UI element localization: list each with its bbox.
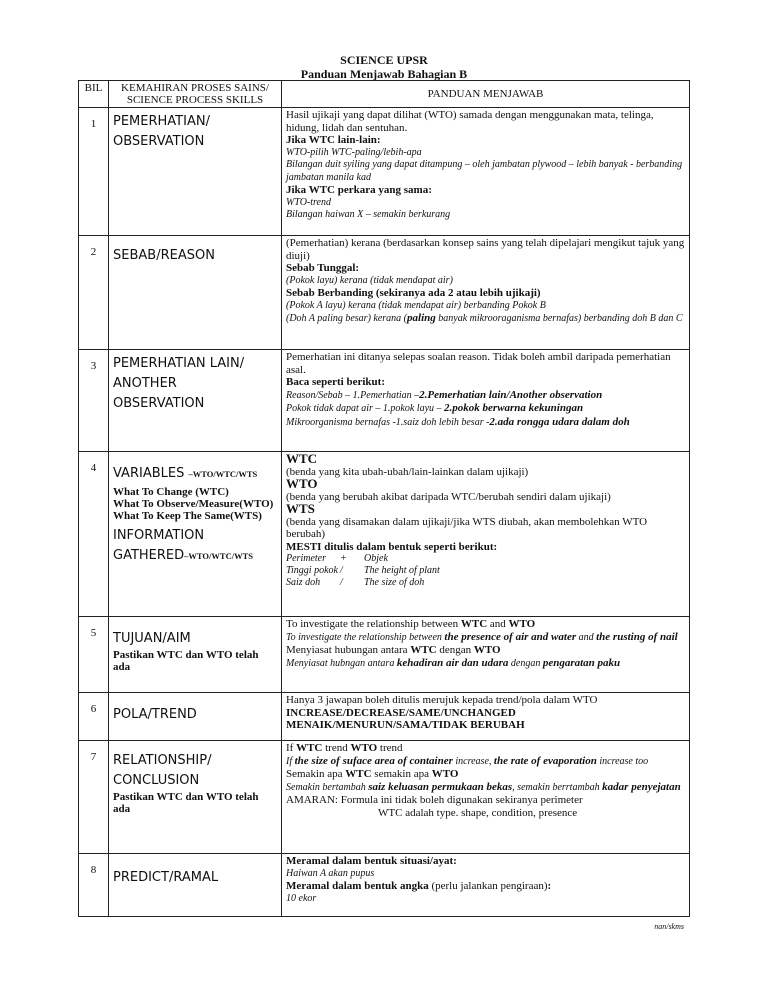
guide-fragment: trend [377, 742, 403, 754]
guide-variable: WTC [286, 451, 318, 466]
guide-fragment: To investigate the relationship between [286, 631, 445, 643]
guide-example [286, 657, 685, 671]
skill-name: PEMERHATIAN LAIN/ [113, 356, 245, 371]
skill-note: Pastikan WTC dan WTO telah ada [113, 791, 259, 815]
guide-heading: Sebab Tunggal: [286, 262, 360, 274]
guide-fragment: WTO [508, 618, 536, 630]
guide-fragment: dengan [508, 657, 543, 669]
table-row [79, 741, 690, 854]
guide-fragment: , semakin berrtambah [512, 781, 603, 793]
table-row [79, 617, 690, 693]
guide-heading: INCREASE/DECREASE/SAME/UNCHANGED [286, 706, 516, 719]
guide-text [286, 880, 685, 893]
variable-pair [286, 565, 685, 577]
guide-fragment: increase, [452, 755, 494, 767]
guide-fragment: WTC [296, 742, 323, 754]
guide-heading: Meramal dalam bentuk situasi/ayat: [286, 855, 457, 867]
guide-warning: WTC adalah type. shape, condition, presence [378, 806, 578, 819]
guide-text [286, 768, 685, 781]
guide-example [286, 631, 685, 645]
skill-name: TUJUAN/AIM [113, 631, 191, 646]
skill-fragment: VARIABLES [113, 466, 185, 481]
guide-text: Hanya 3 jawapan boleh ditulis merujuk kepada trend/pola dalam WTO [286, 694, 598, 706]
guide-fragment: and [487, 618, 509, 630]
skill-name: ANOTHER [113, 376, 177, 391]
footer-credit: nan/skms [654, 922, 684, 931]
guide-example [286, 416, 685, 430]
guide-fragment: If [286, 755, 295, 767]
pair-sep: / [340, 577, 343, 588]
row-number: 3 [79, 350, 109, 452]
row-number: 7 [79, 741, 109, 854]
guide-text: Hasil ujikaji yang dapat dilihat (WTO) samada dengan menggunakan mata, telinga, hidung, lidah dan sentuhan. [286, 109, 654, 134]
table-row [79, 452, 690, 617]
guide-example: (Pokok layu) kerana (tidak mendapat air) [286, 274, 453, 286]
guide-example: WTO-pilih WTC-paling/lebih-apa [286, 146, 422, 158]
skill-name [113, 546, 277, 566]
skill-fragment: –WTO/WTC/WTS [184, 551, 253, 561]
guide-variable: WTO [286, 476, 318, 491]
row-number: 4 [79, 452, 109, 617]
guide-heading: MENAIK/MENURUN/SAMA/TIDAK BERUBAH [286, 719, 525, 731]
variable-pair [286, 577, 685, 589]
skill-cell [109, 452, 282, 617]
guide-fragment: Semakin apa [286, 768, 346, 780]
guide-fragment: kehadiran air dan udara [396, 656, 509, 669]
guide-table [78, 80, 690, 917]
guide-heading: Jika WTC perkara yang sama: [286, 184, 432, 196]
table-row [79, 236, 690, 350]
guide-cell [282, 236, 690, 350]
skill-name: PEMERHATIAN/ [113, 114, 210, 129]
guide-fragment: Reason/Sebab – 1.Pemerhatian – [286, 389, 420, 401]
guide-cell [282, 452, 690, 617]
guide-example: Bilangan haiwan X – semakin berkurang [286, 209, 451, 220]
skill-fragment: GATHERED [113, 548, 185, 563]
skill-fragment: –WTO/WTC/WTS [188, 469, 258, 479]
skill-name: OBSERVATION [113, 134, 205, 149]
guide-fragment: paling [407, 312, 436, 324]
table-header-row [79, 81, 690, 108]
guide-text: (benda yang kita ubah-ubah/lain-lainkan dalam ujikaji) [286, 465, 529, 478]
guide-cell [282, 693, 690, 741]
guide-fragment: WTO [473, 644, 501, 656]
guide-example: 10 ekor [286, 892, 317, 904]
guide-cell [282, 854, 690, 917]
guide-fragment: and [576, 631, 597, 643]
skill-note: What To Observe/Measure(WTO) [113, 498, 274, 510]
table-row [79, 350, 690, 452]
header-bil: BIL [79, 81, 109, 108]
guide-fragment: Mikroorganisma bernafas -1.saiz doh lebih besar - [286, 416, 490, 428]
guide-text: (benda yang berubah akibat daripada WTC/berubah sendiri dalam ujikaji) [286, 490, 611, 503]
guide-text [286, 742, 685, 755]
guide-fragment: Pokok tidak dapat air – 1.pokok layu – [286, 403, 445, 414]
guide-fragment: To investigate the relationship between [286, 618, 461, 630]
guide-heading: Baca seperti berikut: [286, 376, 385, 388]
guide-fragment: 2.ada rongga udara dalam doh [489, 415, 630, 428]
pair-left: Saiz doh [286, 577, 321, 588]
guide-text: (benda yang disamakan dalam ujikaji/jika WTS diubah, akan membolehkan WTO berubah) [286, 515, 648, 540]
guide-example [286, 402, 685, 416]
guide-fragment: semakin apa [371, 768, 432, 780]
header-guide: PANDUAN MENJAWAB [282, 81, 690, 108]
table-row [79, 854, 690, 917]
guide-fragment: banyak mikrooraganisma bernafas) berbanding doh B dan C [435, 313, 683, 324]
skill-name: CONCLUSION [113, 773, 200, 788]
guide-fragment: : [547, 880, 552, 892]
skill-name: POLA/TREND [113, 707, 197, 722]
row-number: 6 [79, 693, 109, 741]
doc-subtitle: Panduan Menjawab Bahagian B [300, 67, 468, 81]
pair-right: The size of doh [364, 577, 425, 588]
pair-sep: + [340, 553, 347, 564]
skill-name: SEBAB/REASON [113, 248, 215, 263]
skill-cell [109, 617, 282, 693]
guide-fragment: Semakin bertambah [286, 781, 369, 793]
guide-heading: MESTI ditulis dalam bentuk seperti berikut: [286, 540, 498, 553]
guide-fragment: the presence of air and water [444, 630, 577, 643]
row-number: 5 [79, 617, 109, 693]
guide-fragment: (perlu jalankan pengiraan) [428, 880, 548, 892]
guide-fragment: kadar penyejatan [602, 780, 681, 793]
skill-cell [109, 693, 282, 741]
guide-example: Bilangan duit syiling yang dapat ditampung – oleh jambatan plywood – lebih banyak - berbanding jambatan manila kad [286, 159, 683, 183]
guide-example [286, 312, 685, 326]
guide-fragment: Meramal dalam bentuk angka [286, 880, 429, 892]
guide-fragment: 2.pokok berwarna kekuningan [444, 402, 584, 414]
skill-note: What To Change (WTC) [113, 486, 229, 498]
table-row [79, 108, 690, 236]
guide-fragment: increase too [596, 755, 649, 767]
guide-fragment: the rate of evaporation [493, 754, 597, 767]
pair-sep: / [340, 565, 343, 576]
guide-text [286, 644, 685, 657]
guide-cell [282, 108, 690, 236]
guide-variable: WTS [286, 501, 315, 516]
guide-fragment: WTO [431, 768, 459, 780]
skill-cell [109, 854, 282, 917]
skill-name: OBSERVATION [113, 396, 205, 411]
doc-title: SCIENCE UPSR [340, 53, 428, 67]
skill-note: Pastikan WTC dan WTO telah ada [113, 649, 259, 673]
guide-fragment: the rusting of nail [596, 630, 678, 643]
skill-cell [109, 741, 282, 854]
guide-fragment: trend [322, 742, 351, 754]
guide-example: Haiwan A akan pupus [286, 867, 375, 879]
skill-name: INFORMATION [113, 528, 205, 543]
guide-example [286, 389, 685, 403]
pair-left: Tinggi pokok [286, 565, 338, 576]
guide-fragment: the size of suface area of container [294, 754, 453, 767]
guide-example: WTO-trend [286, 196, 331, 208]
header-skills: KEMAHIRAN PROSES SAINS/ SCIENCE PROCESS SKILLS [109, 81, 282, 108]
guide-fragment: (Doh A paling besar) kerana ( [286, 313, 408, 324]
skill-name [113, 464, 277, 484]
guide-fragment: WTC [460, 618, 488, 630]
guide-fragment: pengaratan paku [542, 656, 621, 669]
guide-cell [282, 350, 690, 452]
pair-right: Objek [364, 553, 388, 564]
guide-fragment: WTC [410, 644, 437, 656]
skill-name: PREDICT/RAMAL [113, 870, 219, 885]
guide-heading: Jika WTC lain-lain: [286, 134, 381, 146]
guide-cell [282, 741, 690, 854]
skill-cell [109, 108, 282, 236]
skill-cell [109, 350, 282, 452]
guide-fragment: WTC [345, 768, 372, 780]
guide-text: (Pemerhatian) kerana (berdasarkan konsep sains yang telah dipelajari mengikut tajuk yang diuji) [286, 237, 685, 262]
guide-example [286, 755, 685, 769]
guide-cell [282, 617, 690, 693]
guide-fragment: Menyiasat hubungan antara [286, 644, 411, 656]
pair-left: Perimeter [286, 553, 326, 564]
guide-text [286, 618, 685, 631]
guide-example [286, 781, 685, 795]
guide-example: (Pokok A layu) kerana (tidak mendapat air) berbanding Pokok B [286, 299, 546, 311]
guide-fragment: Menyiasat hubngan antara [286, 657, 397, 669]
guide-text: Pemerhatian ini ditanya selepas soalan reason. Tidak boleh ambil daripada pemerhatian asal. [286, 351, 671, 376]
guide-fragment: dengan [436, 644, 474, 656]
guide-fragment: saiz keluasan permukaan bekas [368, 780, 513, 793]
skill-cell [109, 236, 282, 350]
row-number: 1 [79, 108, 109, 236]
guide-fragment: If [286, 742, 297, 754]
guide-fragment: WTO [350, 742, 378, 754]
guide-fragment: 2.Pemerhatian lain/Another observation [419, 388, 603, 401]
pair-right: The height of plant [364, 565, 440, 576]
row-number: 8 [79, 854, 109, 917]
guide-warning: AMARAN: Formula ini tidak boleh digunakan sekiranya perimeter [286, 794, 583, 806]
variable-pair [286, 553, 685, 565]
skill-note: What To Keep The Same(WTS) [113, 510, 262, 522]
guide-heading: Sebab Berbanding (sekiranya ada 2 atau lebih ujikaji) [286, 287, 541, 299]
skill-name: RELATIONSHIP/ [113, 753, 212, 768]
row-number: 2 [79, 236, 109, 350]
table-row [79, 693, 690, 741]
